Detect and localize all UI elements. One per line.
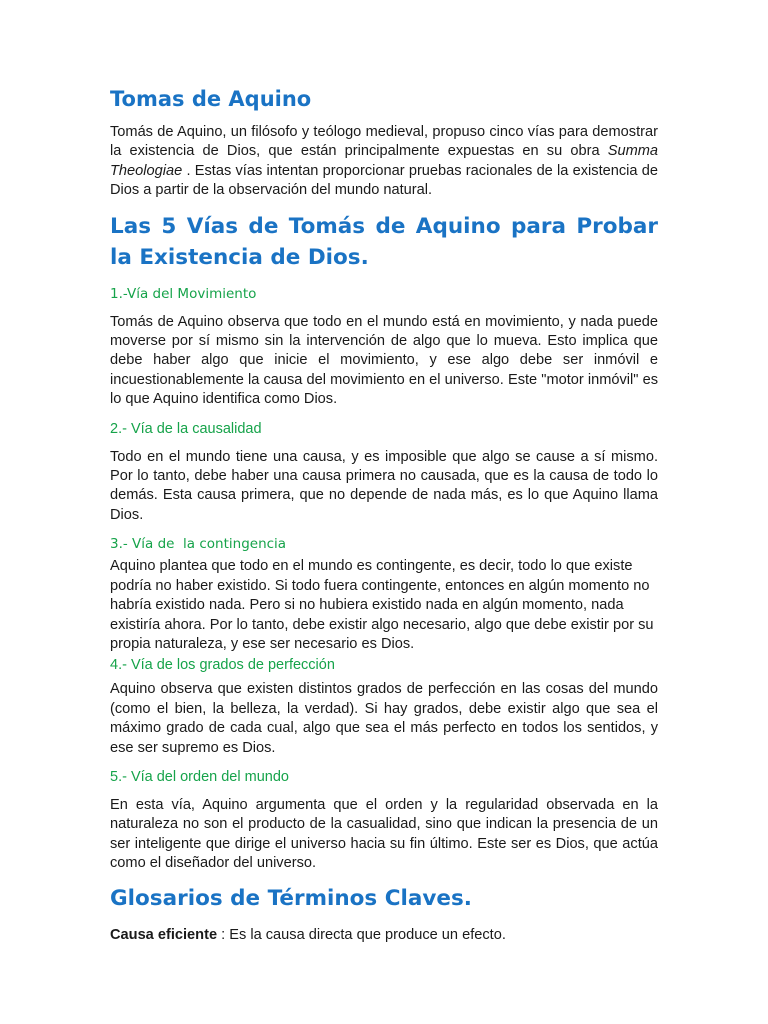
- way-3-text: Aquino plantea que todo en el mundo es contingente, es decir, todo lo que existe podría no haber existido. Si todo fuera contingente, entonces en algún momento no habría existido nada. Pero si no hubiera existido nada en algún momento, nada existiría ahora. Por lo tanto, debe existir algo necesario, algo que debe existir por su propia naturaleza, y ese ser necesario es Dios.: [110, 558, 654, 652]
- intro-text-1: Tomás de Aquino, un filósofo y teólogo medieval, propuso cinco vías para demostrar la existencia de Dios, que están principalmente expuestas en su obra: [110, 124, 658, 160]
- intro-paragraph: [110, 123, 658, 201]
- way-5-heading: 5.- Vía del orden del mundo: [110, 768, 289, 785]
- way-1-heading: 1.-Vía del Movimiento: [110, 285, 257, 302]
- glossary-title: Glosarios de Términos Claves.: [110, 885, 472, 911]
- glossary-entry: [110, 926, 658, 945]
- glossary-term: Causa eficiente: [110, 926, 218, 943]
- section-title: Las 5 Vías de Tomás de Aquino para Probar la Existencia de Dios.: [110, 213, 658, 270]
- way-5-text: En esta vía, Aquino argumenta que el orden y la regularidad observada en la naturaleza no son el producto de la casualidad, sino que indican la presencia de un ser inteligente que dirige el universo hacia su fin último. Este ser es Dios, que actúa como el diseñador del universo.: [110, 796, 658, 872]
- intro-book-title: Summa Theologiae: [110, 143, 658, 179]
- way-4-text: Aquino observa que existen distintos grados de perfección en las cosas del mundo (como el bien, la belleza, la verdad). Si hay grados, debe existir algo que sea el máximo grado de cada cual, algo que sea el más perfecto en todos los sentidos, y ese ser supremo es Dios.: [110, 681, 658, 756]
- glossary-definition: : Es la causa directa que produce un efecto.: [217, 926, 506, 943]
- intro-text-2: . Estas vías intentan proporcionar pruebas racionales de la existencia de Dios a partir de la observación del mundo natural.: [110, 162, 658, 199]
- way-2-text: Todo en el mundo tiene una causa, y es imposible que algo se cause a sí mismo. Por lo tanto, debe haber una causa primera no causada, que es la causa de todo lo demás. Esta causa primera, que no depende de nada más, es lo que Aquino llama Dios.: [110, 448, 658, 523]
- document-title: Tomas de Aquino: [110, 87, 312, 111]
- way-3-heading: 3.- Vía de la contingencia: [110, 536, 287, 553]
- way-1-text: Tomás de Aquino observa que todo en el mundo está en movimiento, y nada puede moverse por sí mismo sin la intervención de algo que lo mueva. Esto implica que debe haber algo que inicie el movimiento, y ese algo debe ser inmóvil e incuestionablemente la causa del movimiento en el universo. Este "motor inmóvil" es lo que Aquino identifica como Dios.: [110, 313, 658, 408]
- way-4-heading: 4.- Vía de los grados de perfección: [110, 657, 335, 674]
- way-2-heading: 2.- Vía de la causalidad: [110, 420, 262, 437]
